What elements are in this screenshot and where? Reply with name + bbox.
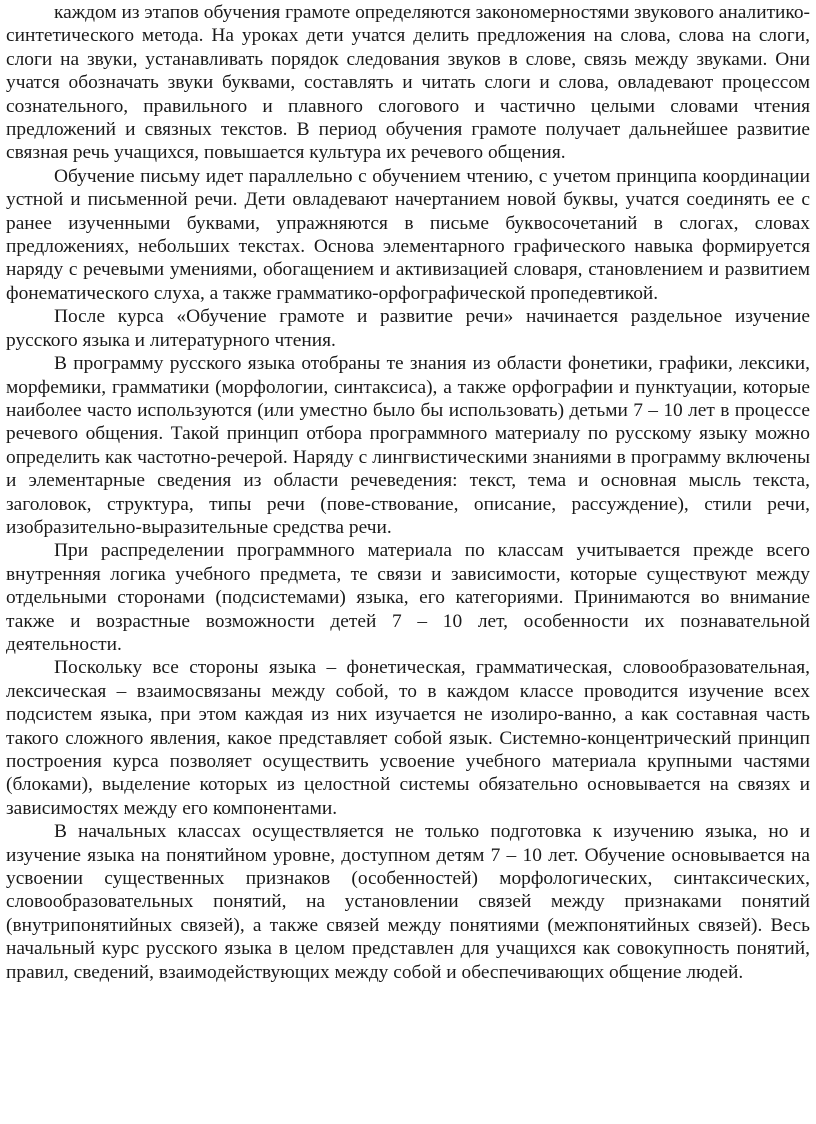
paragraph-6: Поскольку все стороны языка – фонетическая, грамматическая, словообразовательная, лексическая – взаимосвязаны между собой, то в каждом классе проводится изучение всех подсистем языка, при этом каждая из них изучается не изолиро-ванно, а как составная часть такого сложного явления, какое представляет собой язык. Системно-концентрический принцип построения курса позволяет осуществить усвоение учебного материала крупными частями (блоками), выделение которых из целостной системы обязательно основывается на связях и зависимостях между его компонентами. bbox=[6, 657, 810, 819]
paragraph-1: каждом из этапов обучения грамоте определяются закономерностями звукового аналитико-синтетического метода. На уроках дети учатся делить предложения на слова, слова на слоги, слоги на звуки, устанавливать порядок следования звуков в слове, связь между звуками. Они учатся обозначать звуки буквами, составлять и читать слоги и слова, овладевают процессом сознательного, правильного и плавного слогового и частично целыми словами чтения предложений и связных текстов. В период обучения грамоте получает дальнейшее развитие связная речь учащихся, повышается культура их речевого общения. bbox=[6, 2, 811, 164]
paragraph-7: В начальных классах осуществляется не только подготовка к изучению языка, но и изучение языка на понятийном уровне, доступном детям 7 – 10 лет. Обучение основывается на усвоении существенных признаков (особенностей) морфологических, синтаксических, словообразовательных понятий, на установлении связей между признаками понятий (внутрипонятийных связей), а также связей между понятиями (межпонятийных связей). Весь начальный курс русского языка в целом представлен для учащихся как совокупность понятий, правил, сведений, взаимодействующих между собой и обеспечивающих общение людей. bbox=[6, 821, 810, 983]
paragraph-2: Обучение письму идет параллельно с обучением чтению, с учетом принципа координации устной и письменной речи. Дети овладевают начертанием новой буквы, учатся соединять ее с ранее изученными буквами, упражняются в письме буквосочетаний в слогах, словах предложениях, небольших текстах. Основа элементарного графического навыка формируется наряду с речевыми умениями, обогащением и активизацией словаря, становлением и развитием фонематического слуха, а также грамматико-орфографической пропедевтикой. bbox=[6, 165, 810, 304]
paragraph-5: При распределении программного материала по классам учитывается прежде всего внутренняя логика учебного предмета, те связи и зависимости, которые существуют между отдельными сторонами (подсистемами) языка, его категориями. Принимаются во внимание также и возрастные возможности детей 7 – 10 лет, особенности их познавательной деятельности. bbox=[6, 540, 810, 655]
paragraph-4: В программу русского языка отобраны те знания из области фонетики, графики, лексики, морфемики, грамматики (морфологии, синтаксиса), а также орфографии и пунктуации, которые наиболее часто используются (или уместно было бы использовать) детьми 7 – 10 лет в процессе речевого общения. Такой принцип отбора программного материалу по русскому языку можно определить как частотно-речерой. Наряду с лингвистическими знаниями в программу включены и элементарные сведения из области речеведения: текст, тема и основная мысль текста, заголовок, структура, типы речи (пове-ствование, описание, рассуждение), стили речи, изобразительно-выразительные средства речи. bbox=[6, 353, 810, 538]
paragraph-3: После курса «Обучение грамоте и развитие речи» начинается раздельное изучение русского языка и литературного чтения. bbox=[6, 306, 810, 351]
